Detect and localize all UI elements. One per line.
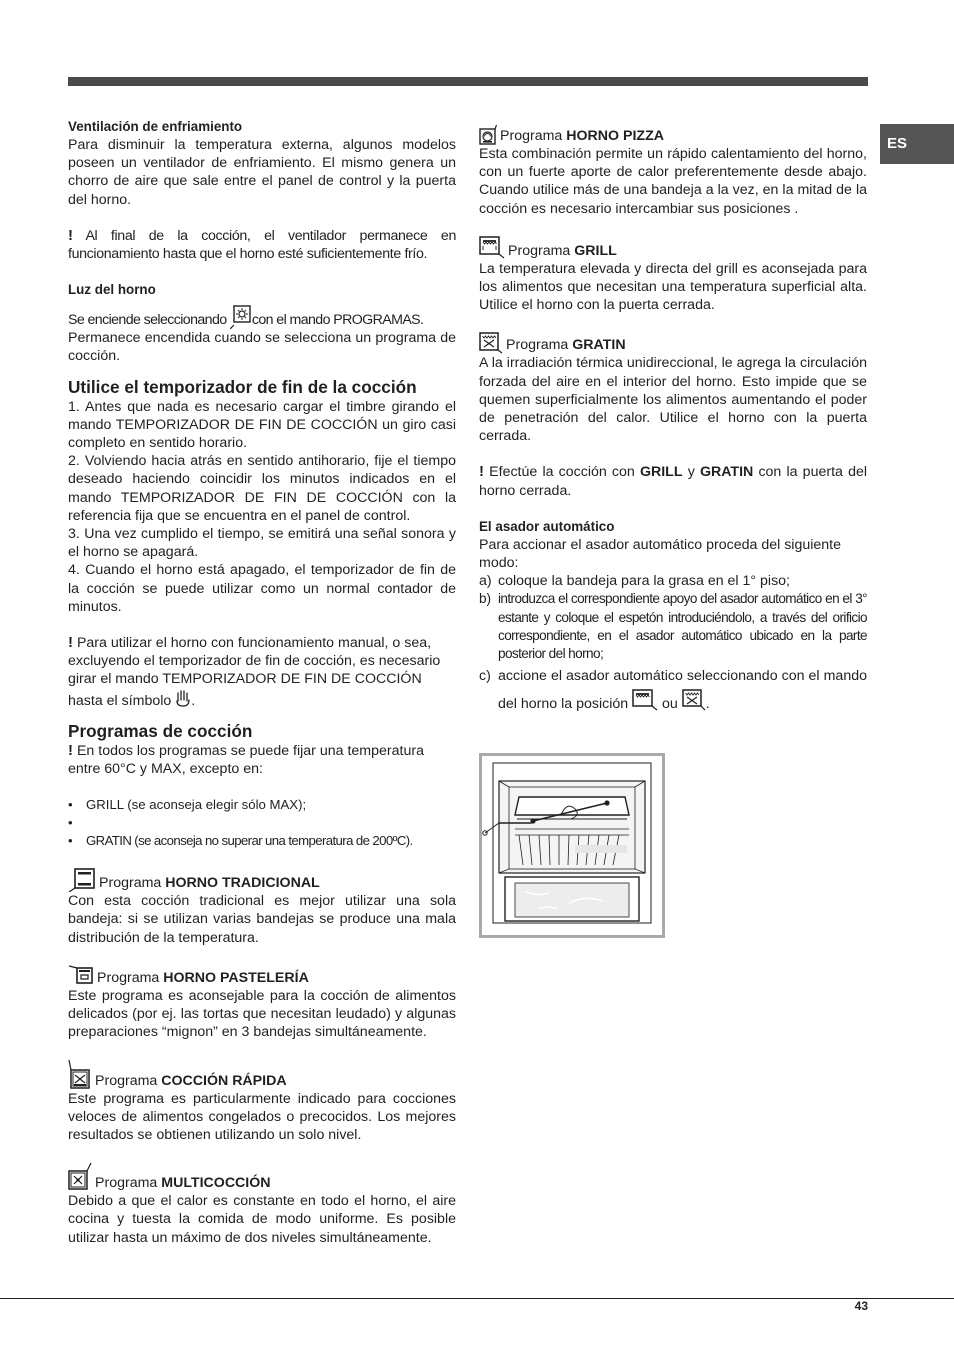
- programs-intro: ! En todos los programas se puede fijar una temperatura entre 60°C y MAX, excepto en:: [68, 741, 424, 778]
- program-multi-text: Debido a que el calor es constante en todo el horno, el aire cocina y tuesta la comida de modo uniforme. Es posible utilizar hasta un máximo de dos niveles simultáneamente.: [68, 1193, 456, 1246]
- ventilation-note: ! Al final de la cocción, el ventilador permanece en funcionamiento hasta que el horno esté suficientemente frío.: [68, 226, 456, 263]
- list-item: b) introduzca el correspondiente apoyo del asador automático en el 3° estante y coloque el espetón introduciéndolo, a través del orificio correspondiente, en el asador automático ubicado en la parte posterior del horno;: [479, 591, 867, 662]
- list-item: c) accione el asador automático seleccionando con el mando del horno la posición ou .: [479, 668, 867, 713]
- light-text: Se enciende seleccionando con el mando PROGRAMAS.: [68, 305, 456, 329]
- right-column: [479, 125, 867, 717]
- timer-step: 1. Antes que nada es necesario cargar el timbre girando el mando TEMPORIZADOR DE FIN DE COCCIÓN un giro casi completo en sentido horario.: [68, 398, 456, 452]
- traditional-oven-icon: [68, 868, 96, 892]
- warning-mark: !: [68, 226, 73, 244]
- warning-mark: !: [68, 741, 73, 759]
- program-gratin-text: A la irradiación térmica unidireccional, le agrega la circulación forzada del aire en el interior del horno. Esto impide que se quemen superficialmente los alimentos aumentando el poder de penetración del calor. Utilice el horno con la puerta cerrada.: [479, 355, 867, 445]
- timer-title: Utilice el temporizador de fin de la cocción: [68, 376, 417, 397]
- grill-icon: [479, 236, 505, 260]
- pastry-oven-icon: [68, 965, 94, 987]
- rotisserie-title: El asador automático: [479, 518, 615, 534]
- program-traditional-heading: Programa HORNO TRADICIONAL: [68, 868, 456, 892]
- gratin-icon: [479, 332, 503, 354]
- list-item: • GRATIN (se aconseja no superar una temperatura de 200ºC).: [68, 832, 456, 850]
- ventilation-title: Ventilación de enfriamiento: [68, 119, 243, 134]
- program-grill-text: La temperatura elevada y directa del grill es aconsejada para los alimentos que necesitan una temperatura superficial alta. Utilice el horno con la puerta cerrada.: [479, 260, 867, 314]
- programs-title: Programas de cocción: [68, 720, 253, 741]
- timer-note: ! Para utilizar el horno con funcionamiento manual, o sea, excluyendo el temporizador de fin de cocción, es necesario girar el mando TEMPORIZADOR DE FIN DE COCCIÓN hasta el símbolo .: [68, 634, 441, 709]
- grill-icon: [632, 689, 658, 711]
- program-pizza-heading: Programa HORNO PIZZA: [479, 125, 867, 145]
- timer-step: 4. Cuando el horno está apagado, el temporizador de fin de la cocción se puede utilizar como un normal contador de minutos.: [68, 562, 456, 615]
- ventilation-text: Para disminuir la temperatura externa, algunos modelos poseen un ventilador de enfriamiento. El mismo genera un chorro de aire que sale entre el panel de control y la puerta del horno.: [68, 137, 456, 208]
- program-fast-heading: Programa COCCIÓN RÁPIDA: [68, 1060, 456, 1090]
- multi-cooking-icon: [68, 1162, 92, 1192]
- program-fast-text: Este programa es particularmente indicado para cocciones veloces de alimentos congelados o precocidos. Los mejores resultados se obtienen utilizando un solo nivel.: [68, 1090, 456, 1143]
- program-pastry-text: Este programa es aconsejable para la cocción de alimentos delicados (por ej. las tortas que necesitan leudado) y algunas preparaciones “mignon” en 3 bandejas simultáneamente.: [68, 987, 456, 1041]
- program-multi-heading: Programa MULTICOCCIÓN: [68, 1162, 456, 1192]
- list-item: a) coloque la bandeja para la grasa en el 1° piso;: [479, 573, 790, 590]
- timer-step: 3. Una vez cumplido el tiempo, se emitirá una señal sonora y el horno se apagará.: [68, 526, 456, 561]
- program-grill-heading: Programa GRILL: [479, 236, 867, 260]
- grill-gratin-note: ! Efectúe la cocción con GRILL y GRATIN con la puerta del horno cerrada.: [479, 463, 868, 499]
- program-traditional-text: Con esta cocción tradicional es mejor utilizar una sola bandeja: si se utilizan varias bandejas se produce una mala distribución de la temperatura.: [68, 893, 456, 946]
- language-tab: ES: [880, 124, 954, 164]
- footer-rule: [0, 1298, 954, 1299]
- warning-mark: !: [68, 634, 73, 652]
- fast-cooking-icon: [68, 1060, 92, 1090]
- manual-hand-icon: [175, 689, 191, 707]
- warning-mark: !: [479, 463, 484, 481]
- light-title: Luz del horno: [68, 282, 156, 298]
- list-item: • GRILL (se aconseja elegir sólo MAX);: [68, 796, 456, 814]
- program-pizza-text: Esta combinación permite un rápido calentamiento del horno, con un fuerte aporte de calor preferentemente desde abajo. Cuando utilice más de una bandeja a la vez, en la mitad de la cocción es necesario intercambiar sus posiciones .: [479, 146, 867, 217]
- timer-steps: [68, 398, 456, 616]
- program-pastry-heading: Programa HORNO PASTELERÍA: [68, 965, 456, 987]
- page-number: 43: [854, 1299, 868, 1313]
- left-column: [68, 118, 456, 1247]
- oven-light-icon: [230, 305, 252, 329]
- rotisserie-steps: [479, 572, 867, 717]
- timer-step: 2. Volviendo hacia atrás en sentido antihorario, fije el tiempo deseado haciendo coincidir los minutos indicados en el mando TEMPORIZADOR DE FIN DE COCCIÓN con la referencia fija que se encuentra en el panel de control.: [68, 453, 456, 524]
- programs-exceptions: [68, 796, 456, 850]
- light-text-rest: Permanece encendida cuando se selecciona un programa de cocción.: [68, 330, 456, 365]
- rotisserie-intro: Para accionar el asador automático proceda del siguiente modo:: [479, 536, 842, 572]
- program-gratin-heading: Programa GRATIN: [479, 332, 867, 354]
- gratin-icon: [682, 689, 706, 711]
- pizza-oven-icon: [479, 125, 497, 145]
- header-bar: [68, 77, 868, 86]
- rotisserie-oven-illustration: [479, 753, 665, 938]
